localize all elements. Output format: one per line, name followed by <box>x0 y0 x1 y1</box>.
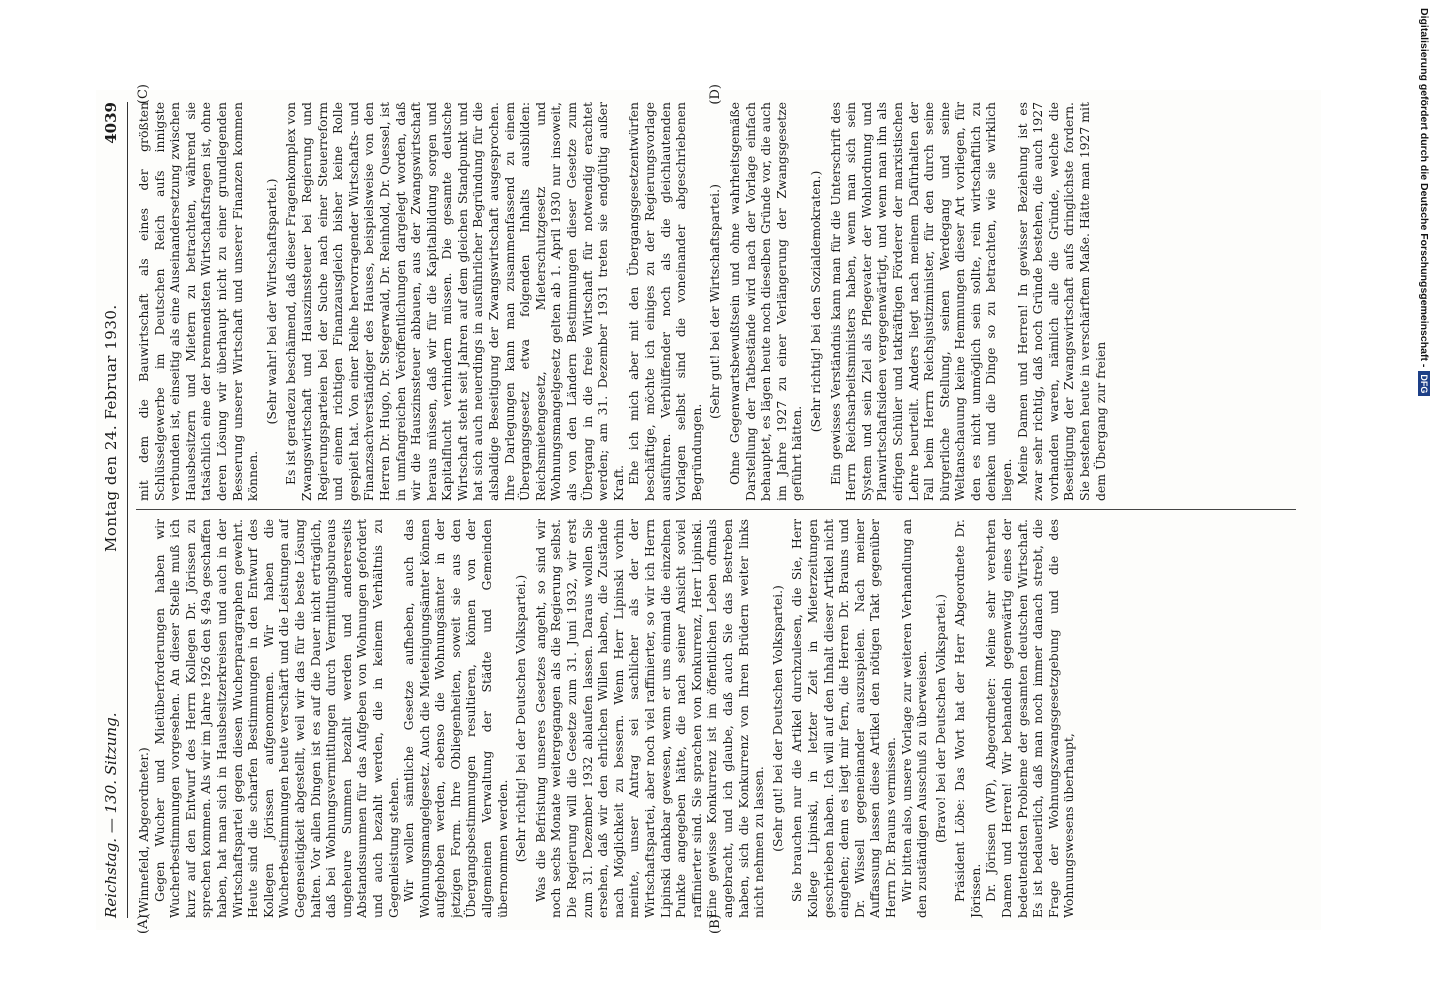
paragraph: Was die Befristung unseres Gesetzes angeht, so sind wir noch sechs Monate weitergegangen als die Regierung selbst. Die Regierung will die Gesetze zum 31. Juni 1932, wir erst zum 31. Dezember 1932 ablaufen lassen. Daraus wollen Sie ersehen, daß wir den ehrlichen Willen haben, die Zustände nach Möglichkeit zu bessern. Wenn Herr Lipinski vorhin meinte, unser Antrag sei sachlicher als der der Wirtschaftspartei, aber noch viel raffinierter, so wir ich Herrn Lipinski dankbar gewesen, wenn er uns einmal die einzelnen Punkte angegeben hätte, die nach seiner Ansicht soviel raffinierter sind. Sie sprachen von Konkurrenz, Herr Lipinski. Eine gewisse Konkurrenz ist im öffentlichen Leben oftmals angebracht, und ich glaube, daß auch Sie das Bestreben haben, sich die Konkurrenz von Ihren Brüdern weiter links nicht nehmen zu lassen. <box>532 519 767 918</box>
paragraph: Ohne Gegenwartsbewußtsein und ohne wahrheitsgemäße Darstellung der Tatbestände wird nach der Vorlage einfach behauptet, es lägen heute noch dieselben Gründe vor, die auch im Jahre 1927 zu einer Verlängerung der Zwangsgesetze geführt hätten. <box>726 102 805 501</box>
interjection: (Sehr richtig! bei der Deutschen Volkspartei.) <box>513 574 529 863</box>
header-session: Reichstag. — 130. Sitzung. <box>102 712 120 918</box>
paragraph: Meine Damen und Herren! In gewisser Beziehung ist es zwar sehr richtig, daß noch Gründe bestehen, die auch 1927 vorhanden waren, nämlich alle die Gründe, welche die Beseitigung der Zwangswirtschaft aufs dringlichste fordern. Sie bestehen heute in verschärftem Maße. Hätte man 1927 mit dem Übergang zur freien <box>1014 102 1108 501</box>
margin-marker-d: (D) <box>708 84 723 105</box>
page-header <box>102 102 128 918</box>
margin-marker-b: (B) <box>708 914 723 934</box>
left-column <box>136 519 1296 918</box>
paragraph: Gegen Wucher und Mietüberforderungen haben wir Wucherbestimmungen vorgesehen. An dieser Stelle muß ich kurz auf den Entwurf des Herrn Kollegen Dr. Jörissen zu sprechen kommen. Als wir im Jahre 1926 den § 49a geschaffen haben, hat man sich in Hausbesitzerkreisen und auch in der Wirtschaftspartei gegen diesen Wucherparagraphen gewehrt. Heute sind die scharfen Bestimmungen in den Entwurf des Kollegen Jörissen aufgenommen. Wir haben die Wucherbestimmungen heute verschärft und die Leistungen auf Gegenseitigkeit abgestellt, weil wir das für die beste Lösung halten. Vor allen Dingen ist es auf die Dauer nicht erträglich, daß bei Wohnungsvermittlungen durch Vermittlungsbureaus ungeheure Summen bezahlt werden und andererseits Abstandssummen für das Aufgeben von Wohnungen gefordert und auch bezahlt werden, die in keinem Verhältnis zu Gegenleistung stehen. <box>151 519 401 918</box>
interjection: (Sehr gut! bei der Deutschen Volkspartei.) <box>769 585 785 852</box>
margin-marker-a: (A) <box>136 914 151 934</box>
paragraph: Präsident Löbe: Das Wort hat der Herr Abgeordnete Dr. Jörissen. <box>952 519 983 918</box>
right-column <box>136 102 1296 501</box>
interjection: (Sehr wahr! bei der Wirtschaftspartei.) <box>263 178 279 425</box>
text-columns <box>136 102 1296 918</box>
column-divider <box>136 509 1296 510</box>
header-date: Montag den 24. Februar 1930. <box>102 304 120 552</box>
digitization-note <box>1408 8 1430 993</box>
paragraph: Sie brauchen nur die Artikel durchzulesen, die Sie, Herr Kollege Lipinski, in letzter Zeit in Mieterzeitungen geschrieben haben. Ich will auf den Inhalt dieser Artikel nicht eingehen; denn es liegt mir fern, die Herren Dr. Brauns und Dr. Wissell gegeneinander auszuspielen. Nach meiner Auffassung lassen diese Artikel den nötigen Takt gegenüber Herrn Dr. Brauns vermissen. <box>789 519 898 918</box>
document-page <box>96 84 1321 934</box>
speaker-line: (Winnefeld, Abgeordneter.) <box>136 747 151 918</box>
interjection: (Sehr gut! bei der Wirtschaftspartei.) <box>707 184 723 419</box>
paragraph: mit dem die Bauwirtschaft als eines der größten Schlüsselgewerbe im Deutschen Reich aufs innigste verbunden ist, einseitig als eine Auseinandersetzung zwischen Hausbesitzern und Mietern zu betrachten, während sie tatsächlich eine der brennendsten Wirtschaftsfragen ist, ohne deren Lösung wir überhaupt nicht zu einer grundlegenden Besserung unserer Wirtschaft und unserer Finanzen kommen können. <box>136 102 261 501</box>
dfg-logo: DFG <box>1418 371 1430 396</box>
paragraph: Dr. Jörissen (WP), Abgeordneter: Meine sehr verehrten Damen und Herren! Wir behandeln gegenwärtig eines der bedeutendsten Probleme der gesamten deutschen Wirtschaft. Es ist bedauerlich, daß man noch immer danach strebt, die Frage der Wohnungszwangsgesetzgebung und die des Wohnungswesens überhaupt, <box>983 519 1077 918</box>
paragraph: Ehe ich mich aber mit den Übergangsgesetzentwürfen beschäftige, möchte ich einiges zu der Regierungsvorlage ausführen. Verblüffender noch als die gleichlautenden Vorlagen selbst sind die voneinander abgeschriebenen Begründungen. <box>626 102 704 501</box>
margin-marker-c: (C) <box>136 84 151 105</box>
paragraph: Wir bitten also, unsere Vorlage zur weiteren Verhandlung an den zuständigen Ausschuß zu überweisen. <box>898 519 930 918</box>
paragraph: Ein gewisses Verständnis kann man für die Unterschrift des Herrn Reichsarbeitsministers haben, wenn man sich sein System und sein Ziel als Pflegevater der Wohlordnung und Planwirtschaftsideen vergegenwärtigt, und wenn man ihn als eifrigen Schüler und tatkräftigen Förderer der marxistischen Lehre beurteilt. Anders liegt nach meinem Dafürhalten der Fall beim Herrn Reichsjustizminister, für den durch seine bürgerliche Stellung, seinen Werdegang und seine Weltanschauung keine Hemmungen dieser Art vorliegen, für den es nicht unmöglich sein sollte, rein wirtschaftlich zu denken und die Dinge so zu betrachten, wie sie wirklich liegen. <box>827 102 1015 501</box>
paragraph: Es ist geradezu beschämend, daß dieser Fragenkomplex von Zwangswirtschaft und Hauszinssteuer bei Regierung und Regierungsparteien bei der Suche nach einer Steuerreform und einem richtigen Finanzausgleich bisher keine Rolle gespielt hat. Von einer Reihe hervorragender Wirtschafts- und Finanzsachverständiger des Hauses, beispielsweise von den Herren Dr. Hugo, Dr. Stegerwald, Dr. Reinhold, Dr. Quessel, ist in umfangreichen Veröffentlichungen dargelegt worden, daß wir die Hauszinssteuer abbauen, aus der Zwangswirtschaft heraus müssen, daß wir für die Kapitalbildung sorgen und Kapitalflucht verhindern müssen. Die gesamte deutsche Wirtschaft steht seit Jahren auf dem gleichen Standpunkt und hat sich auch neuerdings in ausführlicher Begründung für die alsbaldige Beseitigung der Zwangswirtschaft ausgesprochen. Ihre Darlegungen kann man zusammenfassend zu einem Übergangsgesetz etwa folgenden Inhalts ausbilden: Reichsmietengesetz, Mieterschutzgesetz und Wohnungsmangelgesetz gelten ab 1. April 1930 nur insoweit, als von den Ländern Bestimmungen dieser Gesetze zum Übergang in die freie Wirtschaft für notwendig erachtet werden; am 31. Dezember 1931 treten sie endgültig außer Kraft. <box>283 102 626 501</box>
interjection: (Bravo! bei der Deutschen Volkspartei.) <box>932 593 948 844</box>
paragraph: Wir wollen sämtliche Gesetze aufheben, auch das Wohnungsmangelgesetz. Auch die Mieteinigungsämter können aufgehoben werden, ebenso die Wohnungsämter in der jetzigen Form. Ihre Obliegenheiten, soweit sie aus den Übergangsbestimmungen resultieren, können von der allgemeinen Verwaltung der Städte und Gemeinden übernommen werden. <box>401 519 510 918</box>
page-number: 4039 <box>102 102 120 144</box>
digitization-text: Digitalisierung gefördert durch die Deutsche Forschungsgemeinschaft - <box>1418 8 1430 368</box>
interjection: (Sehr richtig! bei den Sozialdemokraten.) <box>807 170 823 433</box>
